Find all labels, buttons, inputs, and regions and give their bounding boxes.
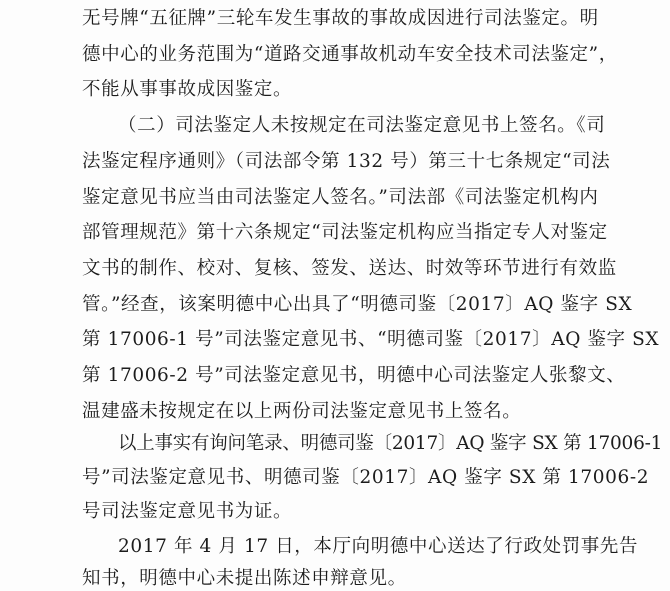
text-line: 无号牌“五征牌”三轮车发生事故的事故成因进行司法鉴定。明 (82, 8, 599, 29)
text-line: 以上事实有询问笔录、明德司鉴〔2017〕AQ 鉴字 SX 第 17006-1 (118, 433, 663, 454)
text-line: 温建盛未按规定在以上两份司法鉴定意见书上签名。 (82, 401, 522, 422)
text-line: 不能从事事故成因鉴定。 (82, 79, 293, 100)
text-line: 德中心的业务范围为“道路交通事故机动车安全技术司法鉴定”， (82, 44, 618, 65)
text-line: 号司法鉴定意见书为证。 (82, 501, 293, 522)
text-line: 号”司法鉴定意见书、明德司鉴〔2017〕AQ 鉴字 SX 第 17006-2 (82, 467, 650, 488)
text-line: 第 17006-1 号”司法鉴定意见书、“明德司鉴〔2017〕AQ 鉴字 SX (82, 329, 660, 350)
text-line: （二）司法鉴定人未按规定在司法鉴定意见书上签名。《司 (118, 115, 606, 136)
text-line: 法鉴定程序通则》（司法部令第 132 号）第三十七条规定“司法 (82, 151, 611, 172)
text-line: 部管理规范》第十六条规定“司法鉴定机构应当指定专人对鉴定 (82, 222, 608, 243)
text-line: 文书的制作、校对、复核、签发、送达、时效等环节进行有效监 (82, 258, 617, 279)
text-line: 知书，明德中心未提出陈述申辩意见。 (82, 568, 407, 589)
text-line: 第 17006-2 号”司法鉴定意见书，明德中心司法鉴定人张黎文、 (82, 365, 626, 386)
text-line: 2017 年 4 月 17 日，本厅向明德中心送达了行政处罚事先告 (118, 536, 639, 557)
text-line: 鉴定意见书应当由司法鉴定人签名。”司法部《司法鉴定机构内 (82, 187, 599, 208)
text-line: 管。”经查，该案明德中心出具了“明德司鉴〔2017〕AQ 鉴字 SX (82, 294, 633, 315)
